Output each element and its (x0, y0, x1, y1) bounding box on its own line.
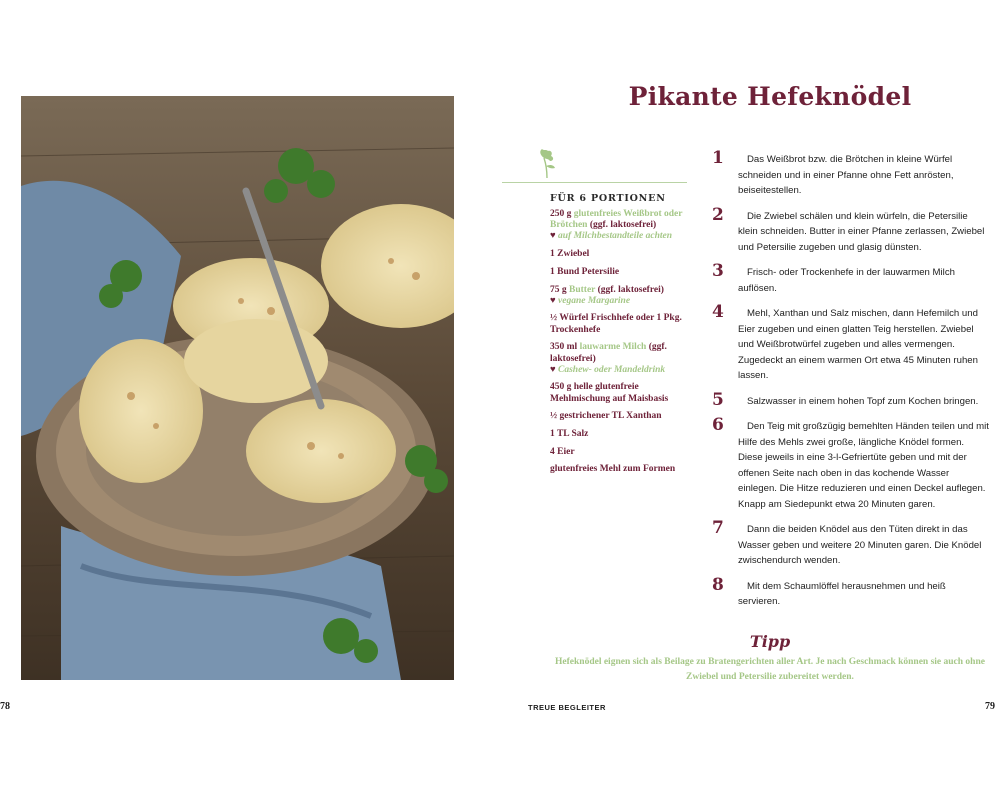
instruction-step (712, 204, 990, 256)
step-text: Frisch- oder Trockenhefe in der lauwarmen Milch auflösen. (738, 267, 955, 294)
page-number-left: 78 (0, 701, 10, 712)
parsley-icon (530, 146, 564, 185)
instruction-steps (712, 148, 990, 610)
step-number: 6 (712, 415, 724, 435)
step-number: 8 (712, 574, 724, 595)
ingredient-item (550, 464, 700, 475)
ingredient-text: (ggf. laktosefrei) (589, 220, 657, 231)
ingredient-text: glutenfreies Weißbrot oder Brötchen (550, 209, 683, 231)
step-number: 1 (712, 148, 724, 168)
ingredient-text: 1 Zwiebel (550, 249, 590, 260)
ingredient-item (550, 382, 700, 404)
ingredient-text: ½ Würfel Frischhefe oder 1 Pkg. Trockenhefe (550, 313, 682, 335)
ingredient-text: ½ gestrichener TL Xanthan (550, 411, 662, 422)
ingredient-text: 4 Eier (550, 446, 575, 457)
instruction-step (712, 389, 990, 410)
ingredient-list (550, 209, 700, 482)
instruction-step (712, 574, 990, 610)
step-number: 7 (712, 518, 724, 538)
divider-line (502, 182, 687, 183)
vegan-alternative (550, 365, 700, 376)
instruction-step (712, 415, 990, 512)
ingredient-text: lauwarme Milch (579, 342, 649, 353)
ingredient-item (550, 249, 700, 260)
step-number: 4 (712, 302, 724, 322)
step-text: Das Weißbrot bzw. die Brötchen in kleine Würfel schneiden und in einer Pfanne ohne Fett anrösten, beiseitestellen. (738, 154, 954, 196)
step-text: Dann die beiden Knödel aus den Tüten direkt in das Wasser geben und weitere 20 Minuten garen. Die Knödel zwischendurch wenden. (738, 524, 982, 566)
ingredient-text: Butter (569, 284, 598, 295)
ingredient-text: 450 g helle glutenfreie Mehlmischung auf Maisbasis (550, 382, 669, 404)
ingredient-text: 350 ml (550, 342, 580, 353)
step-text: Mehl, Xanthan und Salz mischen, dann Hefemilch und Eier zugeben und einen glatten Teig herstellen. Zwiebel und Weißbrotwürfel zugeben und alles vermengen. Zugedeckt an einem warmen Ort etwa 45 Minuten ruhen lassen. (738, 308, 978, 381)
vegan-alternative (550, 296, 700, 307)
vegan-alternative (550, 231, 700, 242)
recipe-title: Pikante Hefeknödel (628, 82, 912, 111)
ingredient-text: (ggf. laktosefrei) (550, 342, 667, 364)
ingredient-item (550, 342, 700, 376)
ingredient-item (550, 429, 700, 440)
instruction-step (712, 302, 990, 384)
ingredient-item (550, 313, 700, 335)
step-text: Den Teig mit großzügig bemehlten Händen teilen und mit Hilfe des Mehls zwei große, längliche Knödel formen. Diese jeweils in eine 3-l-Gefriertüte geben und mit der offenen Seite nach oben in das kochende Wasser einlegen. Die Hitze reduzieren und einen Deckel auflegen. Knapp am Siedepunkt etwa 20 Minuten garen. (738, 421, 989, 510)
heart-icon: ♥ (550, 231, 559, 242)
instruction-step (712, 148, 990, 199)
heart-icon: ♥ (550, 295, 559, 306)
step-number: 2 (712, 204, 724, 225)
vegan-alternative-text: Cashew- oder Mandeldrink (558, 364, 666, 375)
ingredient-text: 1 TL Salz (550, 429, 589, 440)
tip-text: Hefeknödel eignen sich als Beilage zu Bratengerichten aller Art. Je nach Geschmack können sie auch ohne Zwiebel und Petersilie zubereitet werden. (555, 657, 985, 682)
servings-label: FÜR 6 PORTIONEN (550, 193, 666, 204)
ingredient-text: glutenfreies Mehl zum Formen (550, 464, 676, 475)
ingredient-item (550, 285, 700, 307)
step-number: 5 (712, 389, 724, 410)
recipe-photo (21, 96, 454, 680)
step-text: Die Zwiebel schälen und klein würfeln, die Petersilie klein schneiden. Butter in einer Pfanne zerlassen, Zwiebel und Petersilie zugeben und glasig dünsten. (738, 210, 985, 253)
section-title: TREUE BEGLEITER (528, 703, 606, 712)
vegan-alternative-text: auf Milchbestandteile achten (558, 231, 673, 242)
ingredient-item (550, 447, 700, 458)
tip-title: Tipp (749, 632, 791, 651)
instruction-step (712, 518, 990, 569)
vegan-alternative-text: vegane Margarine (558, 295, 631, 306)
ingredient-item (550, 411, 700, 422)
step-text: Salzwasser in einem hohen Topf zum Kochen bringen. (747, 395, 979, 407)
ingredient-text: 75 g (550, 284, 569, 295)
ingredient-item (550, 209, 700, 243)
ingredient-text: 1 Bund Petersilie (550, 266, 620, 277)
step-text: Mit dem Schaumlöffel herausnehmen und heiß servieren. (738, 580, 946, 607)
step-number: 3 (712, 261, 724, 281)
ingredient-item (550, 267, 700, 278)
ingredient-text: (ggf. laktosefrei) (597, 284, 664, 295)
page-number-right: 79 (985, 701, 995, 712)
ingredient-text: 250 g (550, 209, 574, 219)
heart-icon: ♥ (550, 364, 559, 375)
instruction-step (712, 261, 990, 296)
